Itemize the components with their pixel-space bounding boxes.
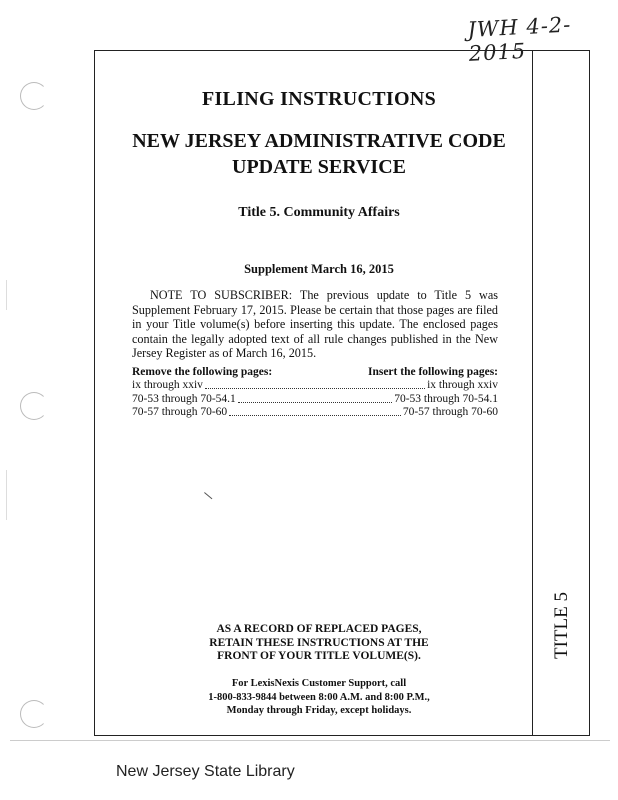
record-line: RETAIN THESE INSTRUCTIONS AT THE <box>209 636 429 649</box>
scan-edge <box>10 740 610 741</box>
support-line: 1-800-833-9844 between 8:00 A.M. and 8:00 P.M., <box>208 691 430 703</box>
remove-pages: ix through xxiv <box>132 379 203 391</box>
scan-artifact <box>6 470 7 520</box>
table-header <box>132 366 498 379</box>
subheading-line: NEW JERSEY ADMINISTRATIVE CODE <box>132 130 506 152</box>
insert-pages: ix through xxiv <box>427 379 498 391</box>
leader-dots <box>205 379 425 389</box>
library-footer: New Jersey State Library <box>116 763 295 780</box>
remove-pages: 70-53 through 70-54.1 <box>132 392 236 405</box>
punch-hole <box>20 392 48 420</box>
subheading <box>112 128 526 180</box>
insert-pages: 70-57 through 70-60 <box>402 406 498 418</box>
support-line: For LexisNexis Customer Support, call <box>231 678 407 689</box>
record-line: AS A RECORD OF REPLACED PAGES, <box>216 623 422 635</box>
note-paragraph: NOTE TO SUBSCRIBER: The previous update to Title 5 was Supplement February 17, 2015. Please be certain that those pages are filed in your Title volume(s) before inserting this update. The enclosed pages contain the legally adopted text of all rule changes published in the New Jersey Register as of March 16, 2015. <box>132 288 498 360</box>
supplement-line: Supplement March 16, 2015 <box>244 262 394 276</box>
tab-label: TITLE 5 <box>551 591 572 659</box>
leader-dots <box>238 393 392 403</box>
record-notice <box>112 623 526 664</box>
heading: FILING INSTRUCTIONS <box>201 88 437 110</box>
table-row <box>132 393 498 407</box>
remove-pages: 70-57 through 70-60 <box>132 406 228 418</box>
record-line: FRONT OF YOUR TITLE VOLUME(S). <box>217 650 421 662</box>
table-row <box>132 379 498 393</box>
subheading-line: UPDATE SERVICE <box>232 156 406 178</box>
title-line: Title 5. Community Affairs <box>238 205 400 220</box>
support-notice <box>112 677 526 718</box>
insert-header: Insert the following pages: <box>367 366 498 378</box>
punch-hole <box>20 700 48 728</box>
table-row <box>132 406 498 420</box>
remove-header: Remove the following pages: <box>132 366 273 378</box>
pages-table <box>132 366 498 420</box>
punch-hole <box>20 82 48 110</box>
handwritten-annotation: JWH 4-2-2015 <box>466 12 572 66</box>
support-line: Monday through Friday, except holidays. <box>226 705 412 716</box>
scan-artifact <box>6 280 7 310</box>
insert-pages: 70-53 through 70-54.1 <box>394 392 498 405</box>
leader-dots <box>229 406 401 416</box>
